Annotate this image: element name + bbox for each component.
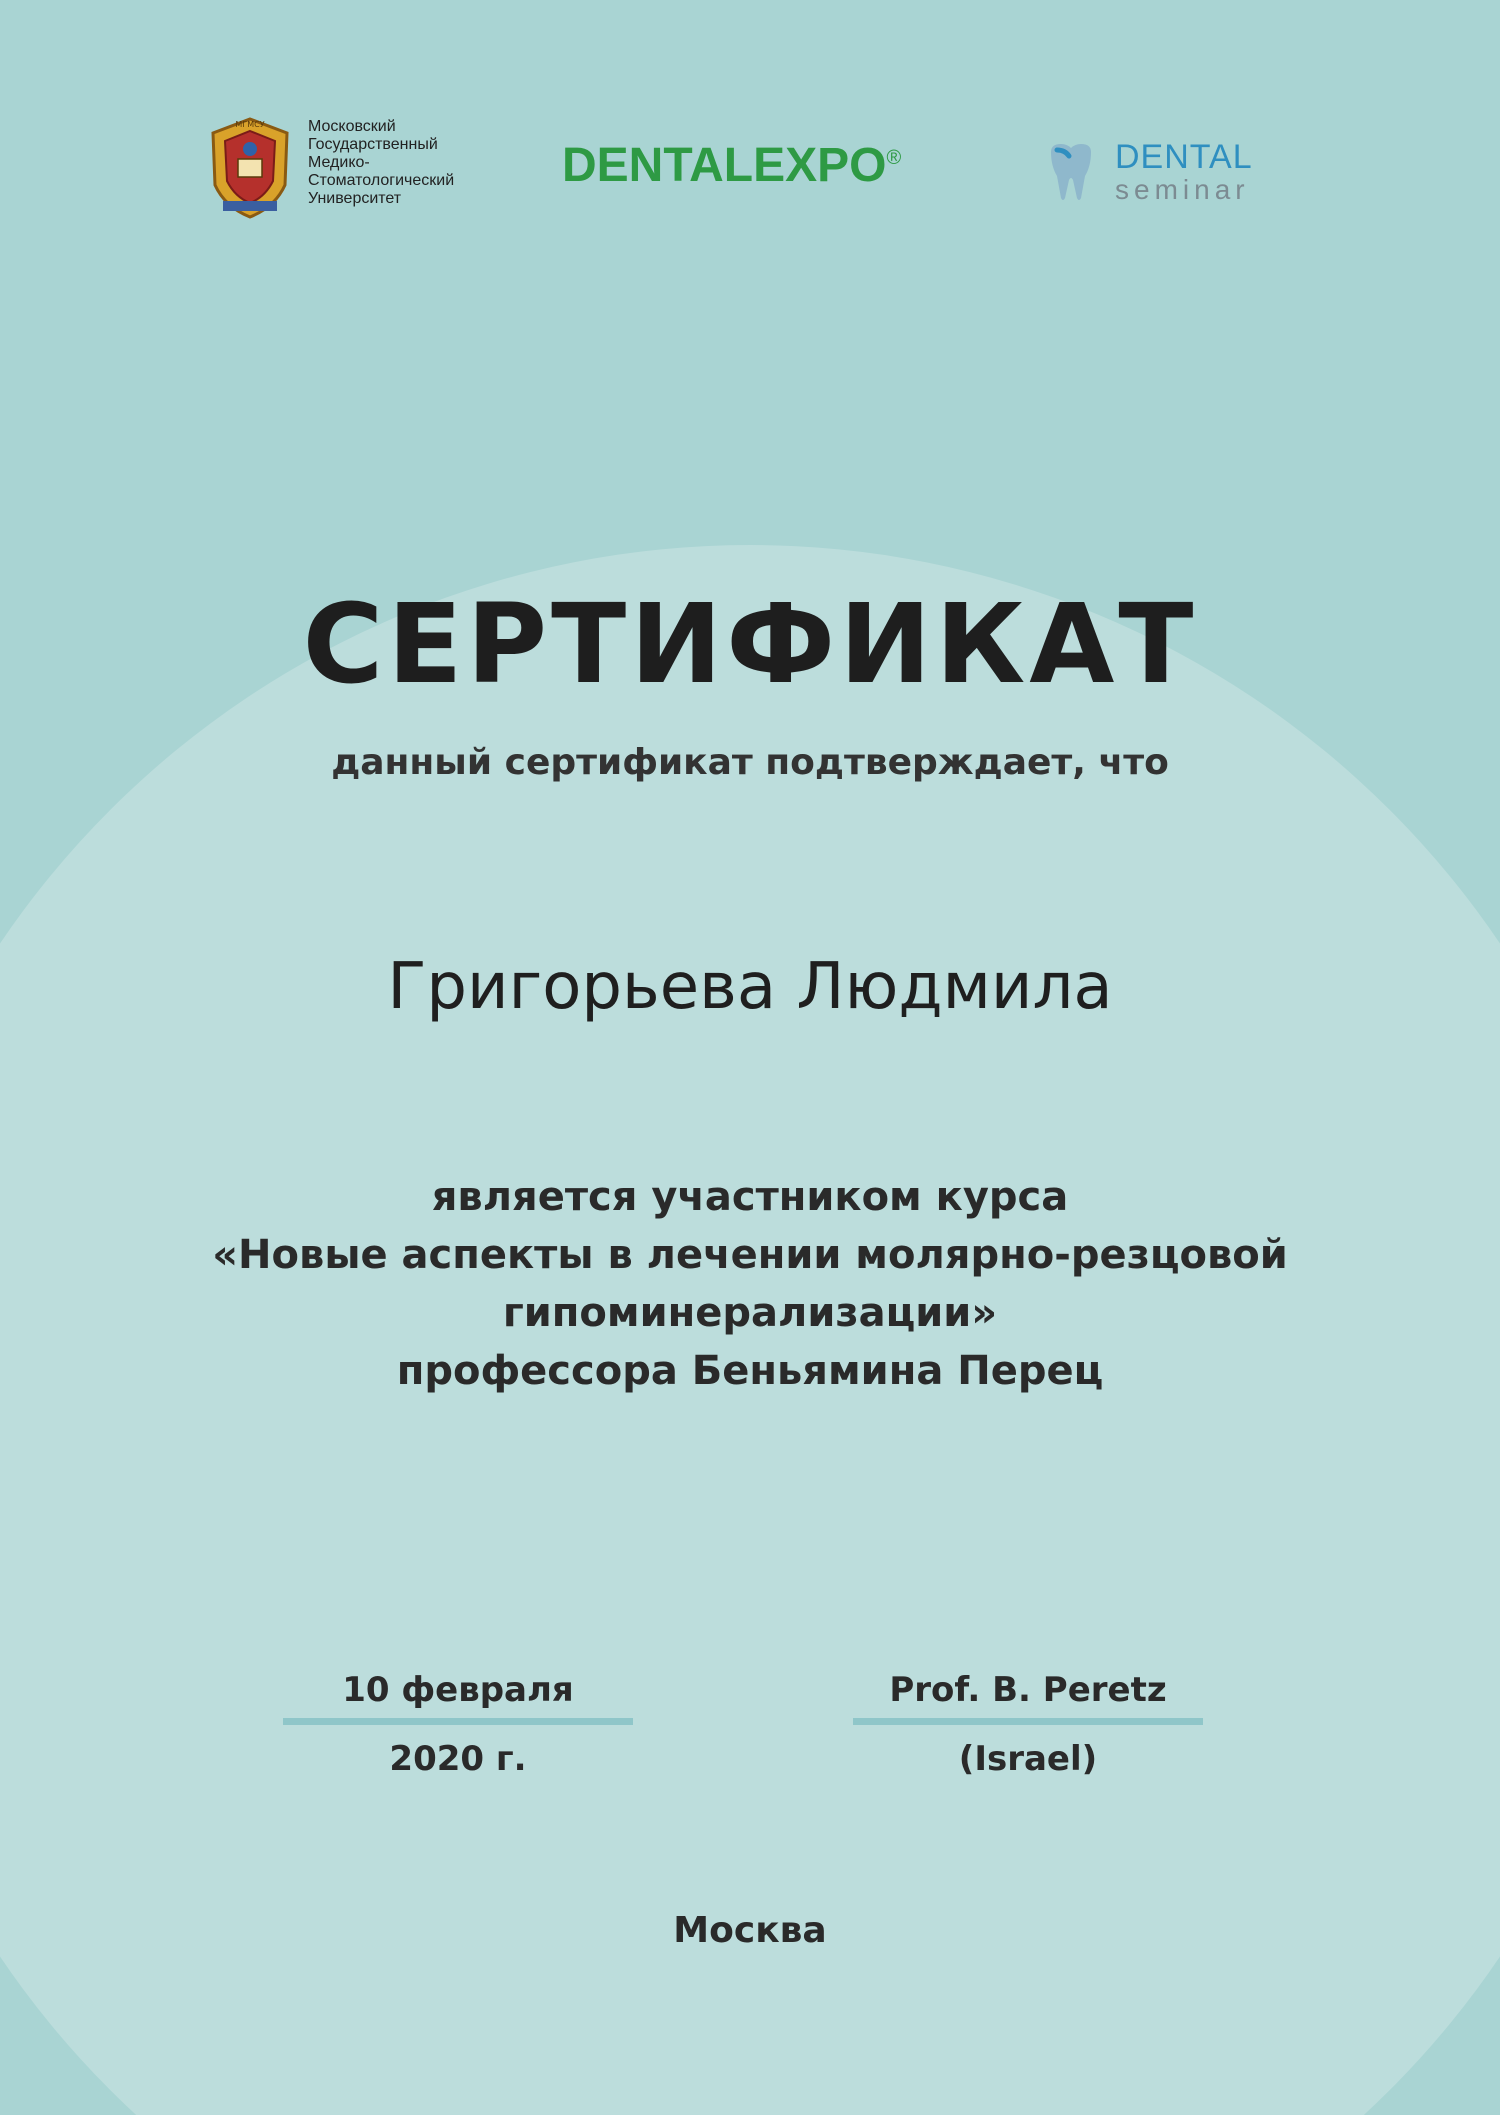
university-emblem-icon (205, 115, 295, 220)
course-description (0, 1168, 1500, 1400)
signer-country: (Israel) (958, 1739, 1098, 1779)
university-name (308, 118, 454, 208)
tooth-icon (1045, 142, 1097, 202)
recipient-name: Григорьева Людмила (387, 950, 1113, 1024)
signer-block (853, 1670, 1203, 1779)
dental-seminar-logo (1045, 138, 1345, 208)
emblem-text: МГМСУ (235, 120, 265, 129)
date-block (283, 1670, 633, 1779)
signer-underline (853, 1718, 1203, 1725)
date-underline (283, 1718, 633, 1725)
course-line: является участником курса (431, 1174, 1069, 1220)
certificate-subtitle: данный сертификат подтверждает, что (331, 742, 1169, 783)
university-name-line: Стоматологический (308, 172, 455, 189)
dentalexpo-logo (562, 138, 901, 193)
course-line: гипоминерализации» (502, 1290, 998, 1336)
course-line: профессора Беньямина Перец (396, 1348, 1104, 1394)
university-name-line: Университет (308, 190, 402, 207)
certificate-title: СЕРТИФИКАТ (302, 580, 1198, 708)
city: Москва (673, 1910, 827, 1951)
university-name-line: Московский (308, 118, 396, 135)
date-line1: 10 февраля (342, 1670, 574, 1710)
dental-seminar-line2: seminar (1115, 174, 1250, 205)
course-line: «Новые аспекты в лечении молярно-резцовой (212, 1232, 1288, 1278)
dental-seminar-line1: DENTAL (1115, 138, 1253, 176)
university-name-line: Государственный (308, 136, 438, 153)
signer-name: Prof. B. Peretz (889, 1670, 1167, 1710)
dentalexpo-logo-text: DENTALEXPO (562, 139, 887, 192)
header-logos (0, 110, 1500, 240)
university-name-line: Медико- (308, 154, 370, 171)
date-line2: 2020 г. (389, 1739, 527, 1779)
registered-mark: ® (886, 147, 902, 169)
